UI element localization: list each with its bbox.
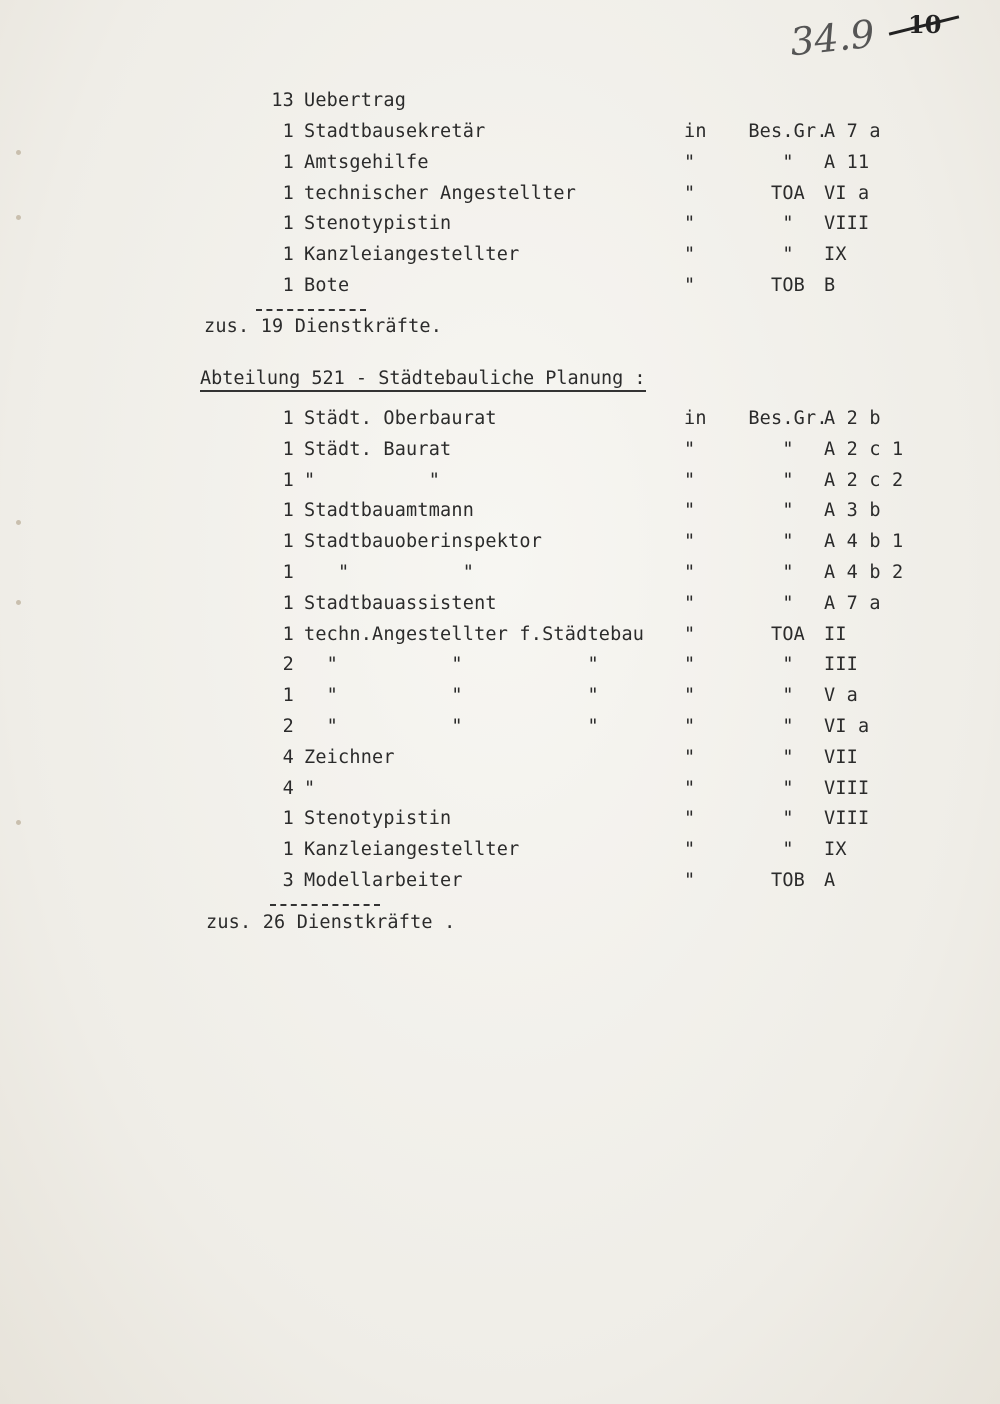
row-group: ": [782, 777, 794, 799]
carry-over-count: 13: [271, 90, 294, 111]
table-row: [200, 681, 920, 711]
punch-hole-mark: [16, 820, 21, 825]
punch-hole-mark: [16, 215, 21, 220]
row-in: ": [684, 531, 696, 553]
row-count: 1: [282, 408, 294, 429]
handwritten-folio-number: 34.9: [787, 11, 877, 65]
row-in: ": [684, 438, 696, 460]
row-grade: A 11: [824, 151, 870, 173]
row-title: " " ": [304, 685, 599, 707]
row-title: Städt. Baurat: [304, 438, 452, 460]
row-count: 1: [282, 531, 294, 553]
row-title: Stadtbauamtmann: [304, 500, 475, 522]
row-in: ": [684, 213, 696, 235]
row-grade: A 4 b 1: [824, 531, 904, 553]
row-group: Bes.Gr.: [748, 121, 828, 142]
row-count: 1: [282, 562, 294, 583]
table-row: [200, 271, 920, 301]
table-row: [200, 404, 920, 434]
row-title: " ": [304, 562, 475, 583]
row-title: Stenotypistin: [304, 808, 452, 830]
row-grade: A: [824, 870, 836, 891]
row-count: 1: [282, 182, 294, 204]
table-row: [200, 712, 920, 742]
row-grade: VIII: [824, 213, 870, 235]
row-grade: IX: [824, 244, 847, 266]
row-count: 1: [282, 151, 294, 173]
row-title: Modellarbeiter: [304, 870, 463, 891]
table-row: [200, 558, 920, 588]
row-group: ": [782, 469, 794, 491]
row-title: Stadtbauoberinspektor: [304, 531, 543, 553]
row-group: ": [782, 500, 794, 522]
row-grade: V a: [824, 685, 859, 707]
row-group: ": [782, 151, 794, 173]
table-row: [200, 435, 920, 465]
row-title: Stenotypistin: [304, 213, 452, 235]
row-group: ": [782, 685, 794, 707]
section2-heading-text: Abteilung 521 - Städtebauliche Planung :: [200, 368, 646, 392]
row-count: 1: [282, 808, 294, 830]
row-title: Kanzleiangestellter: [304, 244, 520, 266]
row-group: TOB: [770, 275, 805, 296]
row-group: ": [782, 746, 794, 768]
row-group: TOA: [770, 182, 805, 204]
row-count: 2: [282, 716, 294, 737]
row-count: 1: [282, 244, 294, 266]
row-group: TOB: [770, 870, 805, 891]
table-row: [200, 179, 920, 209]
row-title: techn.Angestellter f.Städtebau: [304, 623, 645, 645]
row-group: ": [782, 808, 794, 830]
row-count: 4: [282, 777, 294, 799]
row-group: ": [782, 438, 794, 460]
row-in: ": [684, 244, 696, 266]
row-in: ": [684, 623, 696, 645]
row-count: 4: [282, 746, 294, 768]
row-count: 1: [282, 839, 294, 861]
row-grade: II: [824, 623, 847, 645]
row-grade: A 3 b: [824, 500, 881, 522]
table-row: [200, 117, 920, 147]
row-in: ": [684, 746, 696, 768]
sum-divider: [270, 904, 380, 906]
table-row: [200, 774, 920, 804]
row-title: Kanzleiangestellter: [304, 839, 520, 861]
table-row: [200, 743, 920, 773]
row-in: ": [684, 562, 696, 583]
row-title: Städt. Oberbaurat: [304, 408, 497, 429]
row-grade: A 2 c 1: [824, 438, 904, 460]
table-row: [200, 209, 920, 239]
row-grade: VIII: [824, 777, 870, 799]
row-title: technischer Angestellter: [304, 182, 577, 204]
row-in: ": [684, 469, 696, 491]
punch-hole-mark: [16, 520, 21, 525]
row-count: 1: [282, 213, 294, 235]
row-in: ": [684, 839, 696, 861]
row-title: Stadtbausekretär: [304, 121, 486, 142]
row-count: 1: [282, 275, 294, 296]
row-grade: A 2 b: [824, 408, 881, 429]
row-grade: VI a: [824, 716, 870, 737]
row-count: 2: [282, 654, 294, 676]
row-group: Bes.Gr.: [748, 408, 828, 429]
section1-total: zus. 19 Dienstkräfte.: [204, 316, 443, 337]
row-in: ": [684, 808, 696, 830]
row-group: ": [782, 654, 794, 676]
row-in: ": [684, 275, 696, 296]
row-in: in: [684, 408, 707, 429]
row-in: ": [684, 592, 696, 614]
row-title: " ": [304, 469, 441, 491]
row-group: ": [782, 562, 794, 583]
row-title: Amtsgehilfe: [304, 151, 429, 173]
row-in: ": [684, 716, 696, 737]
row-group: TOA: [770, 623, 805, 645]
row-count: 3: [282, 870, 294, 891]
row-in: ": [684, 182, 696, 204]
row-grade: IX: [824, 839, 847, 861]
row-count: 1: [282, 685, 294, 707]
row-in: ": [684, 870, 696, 891]
page-number: 10: [908, 10, 942, 39]
row-count: 1: [282, 623, 294, 645]
table-row: [200, 866, 920, 896]
row-in: ": [684, 777, 696, 799]
row-group: ": [782, 213, 794, 235]
row-grade: VII: [824, 746, 859, 768]
row-title: Bote: [304, 275, 350, 296]
row-title: " " ": [304, 716, 599, 737]
row-group: ": [782, 592, 794, 614]
punch-hole-mark: [16, 150, 21, 155]
row-in: ": [684, 500, 696, 522]
table-row: [200, 650, 920, 680]
row-count: 1: [282, 469, 294, 491]
row-title: " " ": [304, 654, 599, 676]
row-in: ": [684, 654, 696, 676]
row-grade: III: [824, 654, 859, 676]
row-title: ": [304, 777, 316, 799]
punch-hole-mark: [16, 600, 21, 605]
row-grade: VIII: [824, 808, 870, 830]
row-group: ": [782, 531, 794, 553]
table-row: [200, 527, 920, 557]
row-grade: A 2 c 2: [824, 469, 904, 491]
row-count: 1: [282, 121, 294, 142]
row-grade: A 7 a: [824, 592, 881, 614]
row-group: ": [782, 839, 794, 861]
row-title: Zeichner: [304, 746, 395, 768]
table-row: [200, 496, 920, 526]
row-grade: VI a: [824, 182, 870, 204]
row-group: ": [782, 244, 794, 266]
table-row: [200, 804, 920, 834]
section2-total: zus. 26 Dienstkräfte .: [206, 912, 456, 933]
table-row: [200, 835, 920, 865]
row-group: ": [782, 716, 794, 737]
row-grade: A 4 b 2: [824, 562, 904, 583]
row-in: ": [684, 685, 696, 707]
table-row: [200, 589, 920, 619]
row-count: 1: [282, 438, 294, 460]
carry-over-label: Uebertrag: [304, 90, 407, 111]
row-count: 1: [282, 500, 294, 522]
row-in: in: [684, 121, 707, 142]
table-row: [200, 148, 920, 178]
table-row: [200, 466, 920, 496]
row-grade: B: [824, 275, 836, 296]
sum-divider: [256, 309, 366, 311]
table-row: [200, 240, 920, 270]
section2-heading: [200, 364, 646, 394]
row-count: 1: [282, 592, 294, 614]
row-grade: A 7 a: [824, 121, 881, 142]
carry-over-line: [200, 86, 900, 116]
row-in: ": [684, 151, 696, 173]
row-title: Stadtbauassistent: [304, 592, 497, 614]
table-row: [200, 620, 920, 650]
